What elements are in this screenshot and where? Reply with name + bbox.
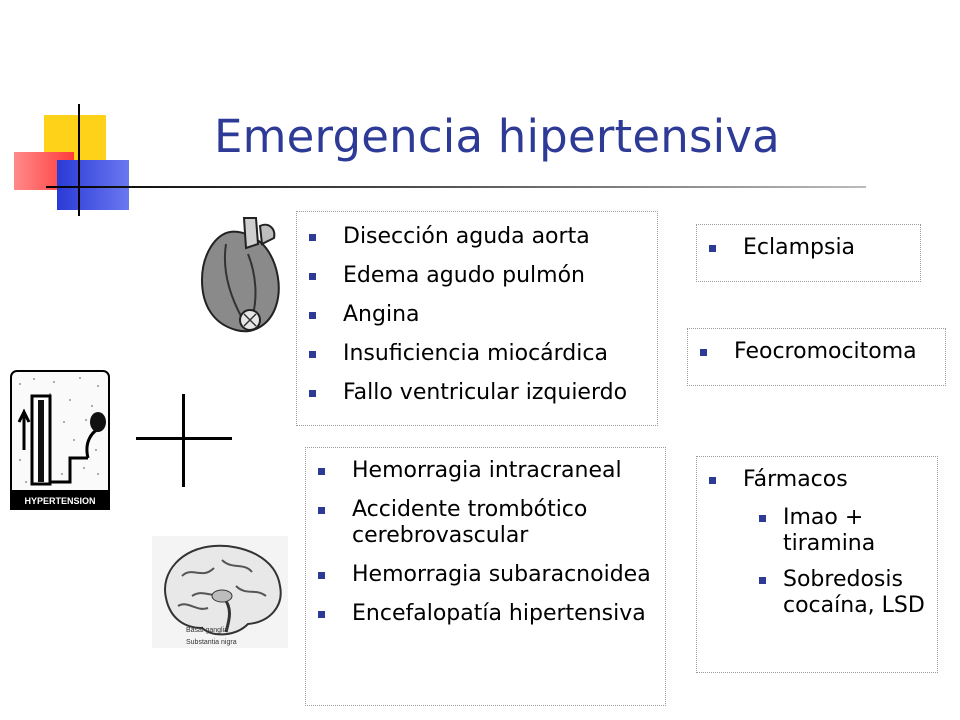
title-underline xyxy=(46,186,866,188)
neuro-item: Hemorragia intracraneal xyxy=(306,458,665,484)
feocromocitoma-box xyxy=(687,328,946,386)
deco-blue-square xyxy=(57,160,129,210)
farmacos-subitem: Imao + tiramina xyxy=(743,505,937,557)
farmacos-subitem: Sobredosis cocaína, LSD xyxy=(743,567,937,619)
brain-label-basal: Basal ganglia xyxy=(186,627,229,634)
neuro-conditions-box xyxy=(305,447,666,706)
brain-label-substantia: Substantia nigra xyxy=(186,639,237,646)
plus-horizontal xyxy=(136,437,232,440)
cardio-item: Fallo ventricular izquierdo xyxy=(297,380,657,406)
eclampsia-item: Eclampsia xyxy=(697,235,920,261)
hypertension-icon xyxy=(10,370,110,510)
eclampsia-box xyxy=(696,224,921,282)
plus-vertical xyxy=(182,394,185,487)
cardio-item: Edema agudo pulmón xyxy=(297,263,657,289)
cardio-item: Insuficiencia miocárdica xyxy=(297,341,657,367)
neuro-item: Accidente trombótico cerebrovascular xyxy=(306,497,665,549)
farmacos-item xyxy=(697,467,937,619)
cardio-conditions-box xyxy=(296,211,658,426)
neuro-item: Hemorragia subaracnoidea xyxy=(306,562,665,588)
brain-illustration xyxy=(152,536,288,648)
feocromocitoma-item: Feocromocitoma xyxy=(688,339,945,365)
heart-illustration xyxy=(196,214,286,338)
slide-title: Emergencia hipertensiva xyxy=(214,110,780,163)
neuro-item: Encefalopatía hipertensiva xyxy=(306,601,665,627)
cardio-item: Disección aguda aorta xyxy=(297,224,657,250)
farmacos-label: Fármacos xyxy=(743,467,848,492)
hypertension-label: HYPERTENSION xyxy=(24,496,96,506)
farmacos-box xyxy=(696,456,938,673)
cardio-item: Angina xyxy=(297,302,657,328)
deco-vertical-line xyxy=(78,104,80,216)
